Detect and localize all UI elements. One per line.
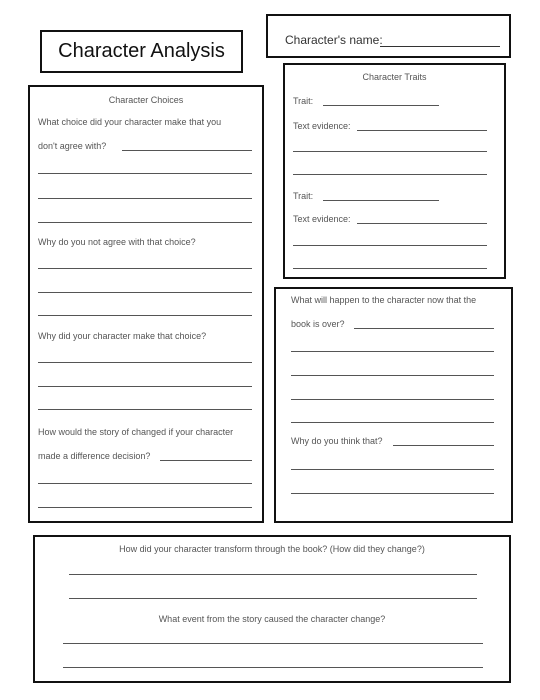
character-choices-heading: Character Choices [108, 95, 184, 105]
prediction-question-1-line-1: What will happen to the character now that the [291, 295, 477, 305]
character-choices-box [28, 85, 264, 523]
answer-line[interactable] [122, 150, 252, 151]
answer-line[interactable] [293, 245, 487, 246]
answer-line[interactable] [293, 151, 487, 152]
answer-line[interactable] [38, 268, 252, 269]
answer-line[interactable] [63, 643, 483, 644]
choice-question-1-line-1: What choice did your character make that you [38, 117, 222, 127]
answer-line[interactable] [38, 198, 252, 199]
prediction-question-2: Why do you think that? [291, 436, 383, 446]
text-evidence-label-2: Text evidence: [293, 214, 351, 224]
trait-field-2[interactable] [323, 200, 439, 201]
answer-line[interactable] [38, 222, 252, 223]
character-traits-heading: Character Traits [362, 72, 427, 82]
title-box [40, 30, 243, 73]
answer-line[interactable] [38, 507, 252, 508]
prediction-question-1-line-2: book is over? [291, 319, 345, 329]
answer-line[interactable] [357, 223, 487, 224]
choice-question-4-line-1: How would the story of changed if your character [38, 427, 234, 437]
answer-line[interactable] [38, 386, 252, 387]
answer-line[interactable] [38, 362, 252, 363]
trait-label-1: Trait: [293, 96, 314, 106]
character-name-box [266, 14, 511, 58]
answer-line[interactable] [38, 409, 252, 410]
choice-question-2: Why do you not agree with that choice? [38, 237, 196, 247]
answer-line[interactable] [291, 493, 494, 494]
answer-line[interactable] [291, 422, 494, 423]
answer-line[interactable] [38, 483, 252, 484]
character-name-field[interactable] [380, 46, 500, 47]
answer-line[interactable] [291, 469, 494, 470]
answer-line[interactable] [291, 375, 494, 376]
answer-line[interactable] [38, 315, 252, 316]
trait-field-1[interactable] [323, 105, 439, 106]
answer-line[interactable] [38, 173, 252, 174]
answer-line[interactable] [69, 598, 477, 599]
text-evidence-label-1: Text evidence: [293, 121, 351, 131]
trait-label-2: Trait: [293, 191, 314, 201]
prediction-box [274, 287, 513, 523]
character-name-label: Character's name: [285, 33, 383, 47]
answer-line[interactable] [38, 292, 252, 293]
character-change-box [33, 535, 511, 683]
character-traits-box [283, 63, 506, 279]
answer-line[interactable] [293, 174, 487, 175]
worksheet-title: Character Analysis [58, 40, 225, 62]
change-question-2: What event from the story caused the character change? [158, 614, 386, 624]
answer-line[interactable] [63, 667, 483, 668]
choice-question-1-line-2: don't agree with? [38, 141, 107, 151]
answer-line[interactable] [291, 351, 494, 352]
answer-line[interactable] [160, 460, 252, 461]
answer-line[interactable] [69, 574, 477, 575]
answer-line[interactable] [293, 268, 487, 269]
answer-line[interactable] [354, 328, 494, 329]
answer-line[interactable] [357, 130, 487, 131]
choice-question-4-line-2: made a difference decision? [38, 451, 151, 461]
answer-line[interactable] [393, 445, 494, 446]
answer-line[interactable] [291, 399, 494, 400]
change-question-1: How did your character transform through the book? (How did they change?) [119, 544, 425, 554]
choice-question-3: Why did your character make that choice? [38, 331, 207, 341]
